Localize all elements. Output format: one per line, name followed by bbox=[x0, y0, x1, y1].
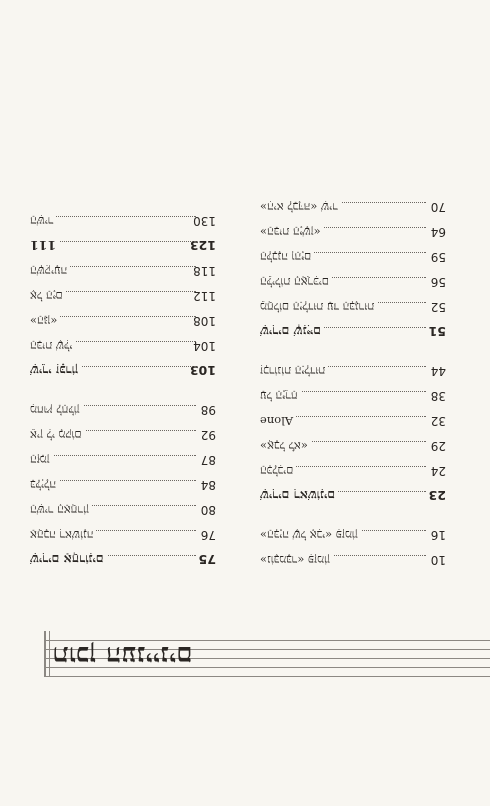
toc-entry bbox=[260, 408, 446, 433]
toc-page-number: 51 bbox=[428, 324, 446, 339]
toc-entry bbox=[30, 208, 216, 233]
toc-entry-title: אֵין לִי מָקוֹם bbox=[30, 422, 85, 447]
toc-entry-title: שִׁירֵי זִכָּרוֹן bbox=[30, 358, 81, 383]
toc-entry bbox=[260, 244, 446, 269]
staff-barline bbox=[49, 631, 50, 677]
toc-entry bbox=[260, 433, 446, 458]
toc-entry-title: «אֲבָל לֹא» bbox=[260, 433, 311, 458]
toc-page-number: 44 bbox=[430, 364, 446, 378]
toc-entry-title: הַשִּׁיר הָאַחֲרוֹן bbox=[30, 497, 92, 522]
toc-entry-title: מִחוּץ לַחַלּוֹן bbox=[30, 397, 83, 422]
toc-section-heading bbox=[260, 319, 446, 344]
toc-entry-title: עַל הַיָּרֵחַ bbox=[260, 383, 301, 408]
toc-page-number: 104 bbox=[193, 339, 216, 353]
toc-entry-title: הַלֵּילוֹת הָאֲרֻכִּים bbox=[260, 269, 332, 294]
toc-page-number: 118 bbox=[193, 264, 216, 278]
toc-page-number: 38 bbox=[430, 389, 446, 403]
toc-entry-title: הַשְּׁקִיעָה bbox=[30, 258, 70, 283]
toc-section-heading bbox=[30, 358, 216, 383]
toc-entry-title: שִׁירִים שְׁנִיִּים bbox=[260, 319, 324, 344]
toc-entry bbox=[260, 358, 446, 383]
toc-page-number: 23 bbox=[428, 488, 446, 503]
toc-page-number: 103 bbox=[189, 363, 216, 378]
toc-page-number: 75 bbox=[198, 552, 216, 567]
toc-page-number: 56 bbox=[430, 275, 446, 289]
toc-column-right bbox=[30, 208, 216, 572]
toc-entry bbox=[30, 447, 216, 472]
toc-page-number: 24 bbox=[430, 464, 446, 478]
toc-page-number: 70 bbox=[430, 200, 446, 214]
toc-entry bbox=[260, 294, 446, 319]
staff-line bbox=[44, 676, 490, 677]
staff-barline bbox=[44, 631, 46, 677]
toc-entry-title: «הַגַּן» bbox=[30, 308, 60, 333]
toc-entry bbox=[260, 194, 446, 219]
toc-entry-title: שִׁירִים רִאשׁוֹנִים bbox=[260, 483, 338, 508]
toc-entry-title: אַהֲבָה רִאשׁוֹנָה bbox=[30, 522, 96, 547]
toc-spacer bbox=[260, 508, 446, 522]
toc-entry bbox=[30, 497, 216, 522]
toc-entry bbox=[30, 472, 216, 497]
toc-page-number: 108 bbox=[193, 314, 216, 328]
toc-page-number: 92 bbox=[200, 428, 216, 442]
toc-page-number: 130 bbox=[193, 214, 216, 228]
toc-entry bbox=[30, 333, 216, 358]
toc-entry bbox=[30, 258, 216, 283]
toc-entry bbox=[260, 383, 446, 408]
toc-entry-title: מֵחֲלוֹם הַיַּלְדוּת עַד הַבְּגָרוּת bbox=[260, 294, 377, 319]
toc-entry bbox=[30, 397, 216, 422]
toc-entry bbox=[260, 458, 446, 483]
toc-page-number: 87 bbox=[200, 453, 216, 467]
toc-entry-title: שִׁירִים אַחֲרוֹנִים bbox=[30, 547, 107, 572]
toc-page-number: 123 bbox=[189, 238, 216, 253]
toc-entry-title: «הַבַּיִת הַיָּשָׁן» bbox=[260, 219, 324, 244]
music-staff-header bbox=[44, 631, 490, 677]
toc-entry bbox=[260, 522, 446, 547]
toc-entry bbox=[260, 269, 446, 294]
toc-page-number: 80 bbox=[200, 503, 216, 517]
toc-entry-title: Alone bbox=[260, 408, 296, 433]
toc-page-number: 29 bbox=[430, 439, 446, 453]
toc-page-number: 64 bbox=[430, 225, 446, 239]
toc-entry-title: הַזְּמַן bbox=[30, 447, 53, 472]
toc-page-number: 76 bbox=[200, 528, 216, 542]
toc-page-number: 32 bbox=[430, 414, 446, 428]
toc-entry-title: זִכְרוֹנוֹת הַיַּלְדוּת bbox=[260, 358, 328, 383]
toc-entry-title: הַכְּלָבִים bbox=[260, 458, 296, 483]
toc-entry-title: «הִיא לְבַדָּהּ» שִׁיר bbox=[260, 194, 341, 219]
toc-entry bbox=[30, 308, 216, 333]
toc-page-number: 84 bbox=[200, 478, 216, 492]
toc-entry-title: «הַבְּיָה שֶׁל אָבִי» פִּזְמוֹן bbox=[260, 522, 361, 547]
toc-spacer bbox=[30, 383, 216, 397]
toc-section-heading bbox=[30, 547, 216, 572]
toc-page-number: 10 bbox=[430, 553, 446, 567]
toc-page-number: 59 bbox=[430, 250, 446, 264]
toc-page-number: 98 bbox=[200, 403, 216, 417]
toc-column-left bbox=[260, 194, 446, 572]
toc-spacer bbox=[260, 344, 446, 358]
dot-leader bbox=[30, 455, 196, 456]
toc-entry bbox=[30, 422, 216, 447]
toc-page-number: 112 bbox=[193, 289, 216, 303]
toc-section-heading bbox=[260, 483, 446, 508]
toc-entry-title: הַבַּיִת שֶׁלִּי bbox=[30, 333, 75, 358]
toc-entry bbox=[260, 219, 446, 244]
toc-entry-title: הַשִּׁיר bbox=[30, 208, 56, 233]
toc-entry-title: «נוֹבֶּמבֶּר» פִּזְמוֹן bbox=[260, 547, 333, 572]
toc-entry-title: 111 bbox=[30, 233, 59, 258]
toc-entry bbox=[30, 283, 216, 308]
toc-section-heading bbox=[30, 233, 216, 258]
toc-entry-title: הַלְּבָנָה וְהַיָּם bbox=[260, 244, 314, 269]
toc-entry bbox=[260, 547, 446, 572]
toc-page-number: 52 bbox=[430, 300, 446, 314]
toc-entry bbox=[30, 522, 216, 547]
toc-page-number: 16 bbox=[430, 528, 446, 542]
toc-entry-title: בַּלַּיְלָה bbox=[30, 472, 59, 497]
page-title: תוכן העניינים bbox=[52, 640, 193, 670]
toc-entry-title: אֶל הַיָּם bbox=[30, 283, 66, 308]
